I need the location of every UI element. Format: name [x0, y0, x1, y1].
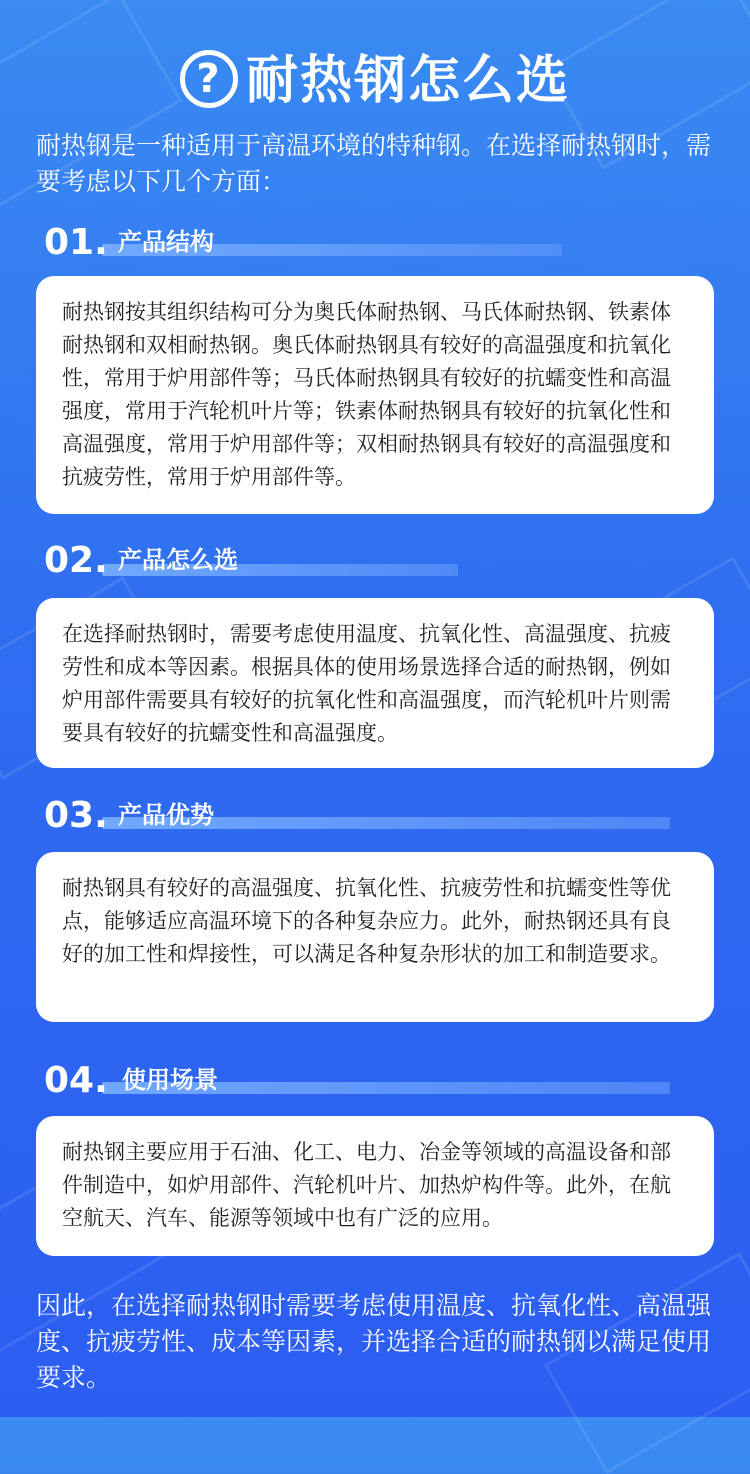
section-label: 产品优势 [118, 801, 214, 829]
section-number: 01. [44, 222, 108, 263]
section-card-1: 耐热钢按其组织结构可分为奥氏体耐热钢、马氏体耐热钢、铁素体耐热钢和双相耐热钢。奥氏体耐热钢具有较好的高温强度和抗氧化性，常用于炉用部件等；马氏体耐热钢具有较好的抗蠕变性和高温强度，常用于汽轮机叶片等；铁素体耐热钢具有较好的抗氧化性和高温强度，常用于炉用部件等；双相耐热钢具有较好的高温强度和抗疲劳性，常用于炉用部件等。 [36, 276, 714, 514]
section-card-4: 耐热钢主要应用于石油、化工、电力、冶金等领域的高温设备和部件制造中，如炉用部件、汽轮机叶片、加热炉构件等。此外，在航空航天、汽车、能源等领域中也有广泛的应用。 [36, 1116, 714, 1256]
section-header-2 [44, 540, 464, 600]
page-title-text: 耐热钢怎么选 [245, 51, 570, 111]
section-card-3: 耐热钢具有较好的高温强度、抗氧化性、抗疲劳性和抗蠕变性等优点，能够适应高温环境下的各种复杂应力。此外，耐热钢还具有良好的加工性和焊接性，可以满足各种复杂形状的加工和制造要求。 [36, 852, 714, 1022]
section-number: 03. [44, 795, 108, 836]
page-title [0, 38, 750, 113]
section-header-3 [44, 795, 674, 855]
section-header-4 [44, 1060, 674, 1120]
section-label: 产品怎么选 [118, 546, 238, 574]
section-number: 02. [44, 540, 108, 581]
question-circle-icon: ? [180, 50, 238, 108]
section-label: 产品结构 [118, 228, 214, 256]
section-card-2: 在选择耐热钢时，需要考虑使用温度、抗氧化性、高温强度、抗疲劳性和成本等因素。根据具体的使用场景选择合适的耐热钢，例如炉用部件需要具有较好的抗氧化性和高温强度，而汽轮机叶片则需要具有较好的抗蠕变性和高温强度。 [36, 598, 714, 768]
intro-text: 耐热钢是一种适用于高温环境的特种钢。在选择耐热钢时，需要考虑以下几个方面： [36, 131, 712, 196]
outro-text: 因此，在选择耐热钢时需要考虑使用温度、抗氧化性、高温强度、抗疲劳性、成本等因素，并选择合适的耐热钢以满足使用要求。 [36, 1291, 712, 1392]
section-label: 使用场景 [122, 1066, 218, 1094]
section-number: 04. [44, 1060, 108, 1101]
section-header-1 [44, 222, 564, 282]
